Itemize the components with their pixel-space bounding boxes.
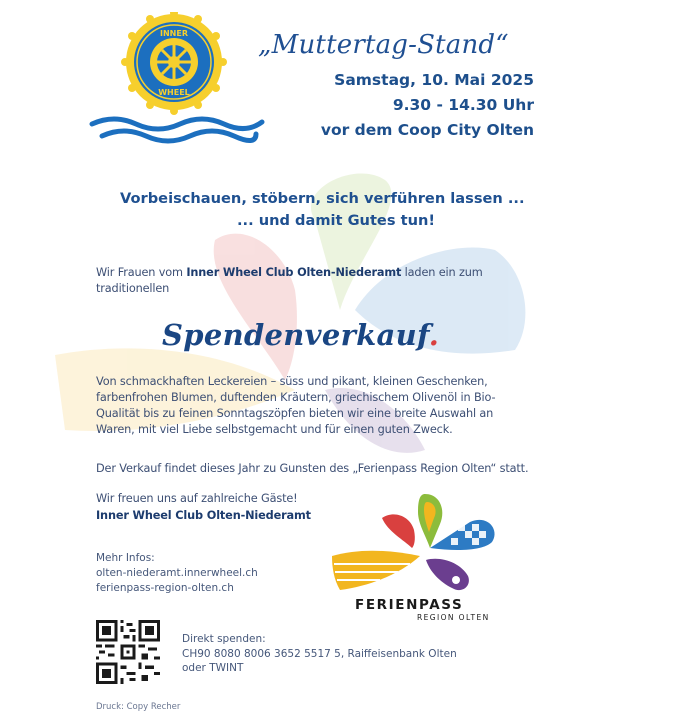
donate-label: Direkt spenden:: [182, 633, 266, 645]
headline-dot: .: [428, 318, 440, 352]
invitation-suffix: laden ein zum: [401, 266, 483, 279]
logo-waves: [92, 119, 262, 141]
closing-signature: Inner Wheel Club Olten-Niederamt: [96, 509, 311, 522]
info-link-ferienpass[interactable]: ferienpass-region-olten.ch: [96, 582, 234, 594]
ferienpass-region: REGION OLTEN: [417, 613, 490, 622]
intro-line-1: Vorbeischauen, stöbern, sich verführen lassen ...: [120, 190, 525, 207]
description-line: farbenfrohen Blumen, duftenden Kräutern, griechischem Olivenöl in Bio-: [96, 391, 496, 404]
headline-text: Spendenverkauf: [162, 318, 429, 352]
headline: [162, 318, 439, 352]
inner-wheel-logo: [86, 12, 266, 147]
closing-line: Wir freuen uns auf zahlreiche Gäste!: [96, 492, 298, 505]
donate-iban: CH90 8080 8006 3652 5517 5, Raiffeisenbank Olten: [182, 648, 457, 660]
description-line: Von schmackhaften Leckereien – süss und pikant, kleinen Geschenken,: [96, 375, 488, 388]
svg-text:INNER: INNER: [160, 29, 188, 38]
invitation-text: [96, 265, 516, 297]
qr-code[interactable]: [96, 620, 160, 684]
invitation-club: Inner Wheel Club Olten-Niederamt: [186, 266, 402, 279]
description-line: Qualität bis zu feinen Sonntagszöpfen bieten wir eine breite Auswahl an: [96, 407, 494, 420]
invitation-line-2: traditionellen: [96, 282, 170, 295]
info-link-innerwheel[interactable]: olten-niederamt.innerwheel.ch: [96, 567, 258, 579]
beneficiary-text: Der Verkauf findet dieses Jahr zu Gunsten des „Ferienpass Region Olten“ statt.: [96, 462, 529, 475]
event-time: 9.30 - 14.30 Uhr: [392, 96, 534, 114]
description: [96, 374, 536, 438]
ferienpass-name: FERIENPASS: [355, 597, 464, 613]
info-label: Mehr Infos:: [96, 552, 155, 564]
ferienpass-petals-icon: [332, 494, 495, 590]
intro-line-2: ... und damit Gutes tun!: [237, 212, 435, 229]
svg-text:WHEEL: WHEEL: [158, 88, 190, 97]
donate-alt: oder TWINT: [182, 662, 244, 674]
invitation-prefix: Wir Frauen vom: [96, 266, 187, 279]
print-credit: Druck: Copy Recher: [96, 702, 181, 712]
description-line: Waren, mit viel Liebe selbstgemacht und für einen guten Zweck.: [96, 423, 453, 436]
ferienpass-logo: [330, 490, 505, 600]
event-title: „Muttertag-Stand“: [258, 30, 509, 60]
inner-wheel-emblem-icon: [121, 12, 227, 115]
event-location: vor dem Coop City Olten: [320, 121, 534, 139]
event-date: Samstag, 10. Mai 2025: [334, 71, 534, 89]
